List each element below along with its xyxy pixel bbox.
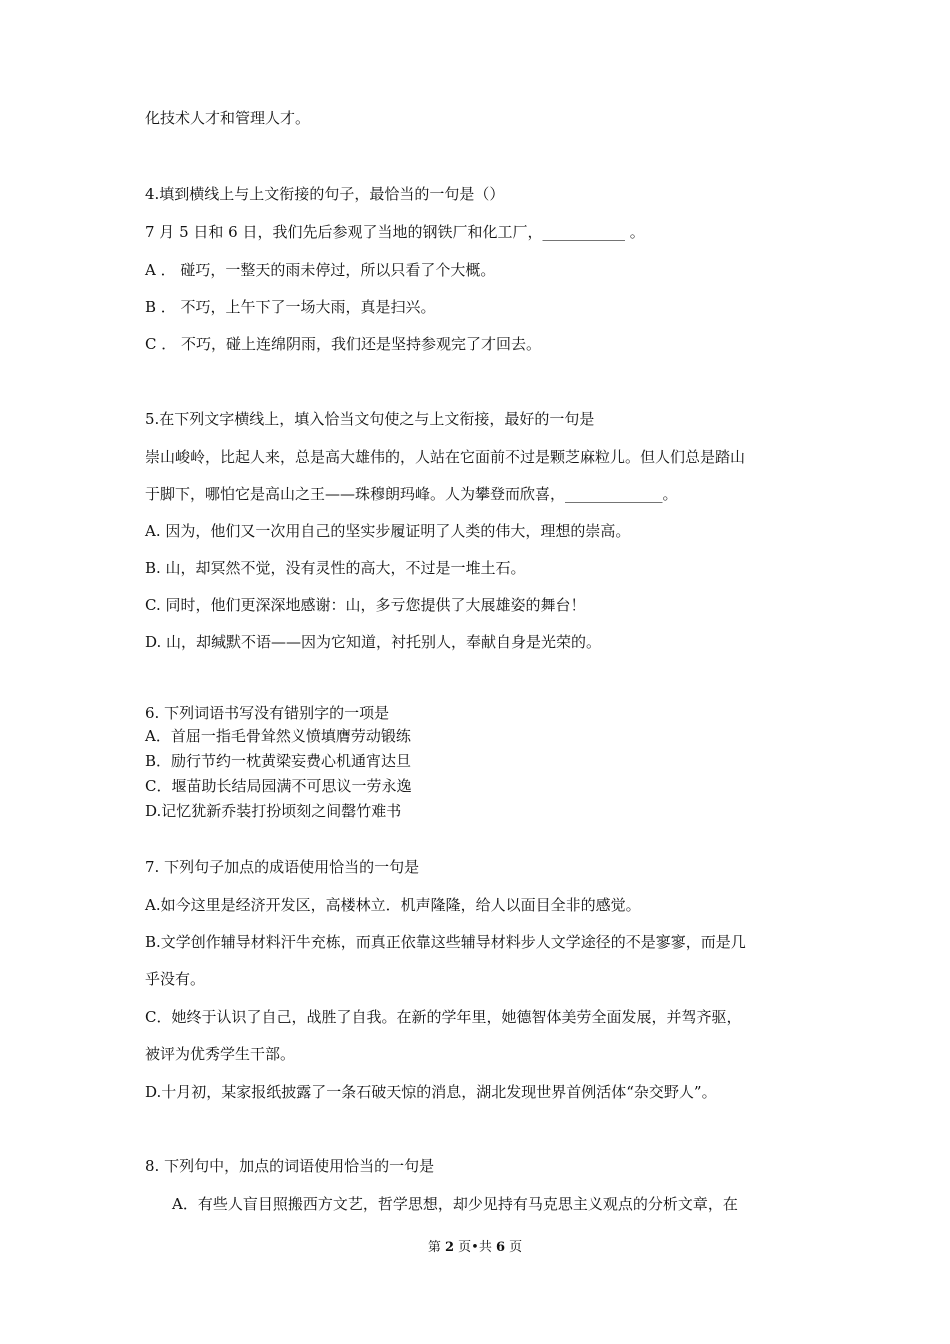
q5-option-b: B. 山，却冥然不觉，没有灵性的高大，不过是一堆土石。 [145,559,526,577]
q5-option-d: D. 山，却缄默不语——因为它知道，衬托别人，奉献自身是光荣的。 [145,633,602,651]
q4-context: 7 月 5 日和 6 日，我们先后参观了当地的钢铁厂和化工厂，___________ 。 [145,223,645,241]
q4-option-c: C ． 不巧，碰上连绵阴雨，我们还是坚持参观完了才回去。 [145,335,542,353]
footer-suffix: 页 [509,1240,523,1255]
q7-option-b-line1: B.文学创作辅导材料汗牛充栋，而真正依靠这些辅导材料步人文学途径的不是寥寥，而是几 [145,933,746,951]
q7-option-c-line1: C．她终于认识了自己，战胜了自我。在新的学年里，她德智体美劳全面发展，并驾齐驱， [145,1008,742,1026]
q8-option-a: A．有些人盲目照搬西方文艺，哲学思想，却少见持有马克思主义观点的分析文章，在 [172,1195,738,1213]
q4-option-a: A ． 碰巧，一整天的雨未停过，所以只看了个大概。 [145,261,496,279]
q5-context-line2: 于脚下，哪怕它是高山之王——珠穆朗玛峰。人为攀登而欣喜，_____________。 [145,485,678,503]
q4-stem: 4.填到横线上与上文衔接的句子，最恰当的一句是（） [145,185,505,203]
footer-total-pages: 6 [495,1240,506,1255]
q7-stem: 7. 下列句子加点的成语使用恰当的一句是 [145,858,420,876]
q4-option-b: B ． 不巧，上午下了一场大雨，真是扫兴。 [145,298,436,316]
q7-option-c-line2: 被评为优秀学生干部。 [145,1045,296,1063]
q5-option-c: C. 同时，他们更深深地感谢：山，多亏您提供了大展雄姿的舞台！ [145,596,586,614]
q5-context-line1: 崇山峻岭，比起人来，总是高大雄伟的，人站在它面前不过是颗芝麻粒儿。但人们总是踏山 [145,448,746,466]
q6-stem: 6. 下列词语书写没有错别字的一项是 [145,704,390,722]
footer-current-page: 2 [444,1240,455,1255]
page-footer [0,1236,950,1255]
q5-stem: 5.在下列文字横线上，填入恰当文句使之与上文衔接，最好的一句是 [145,410,595,428]
q6-option-d: D.记忆犹新乔装打扮顷刻之间罄竹难书 [145,802,402,820]
footer-middle: 页•共 [458,1240,492,1255]
footer-prefix: 第 [427,1240,441,1255]
q6-option-c: C．堰苗助长结局园满不可思议一劳永逸 [145,777,412,795]
intro-tail-text: 化技术人才和管理人才。 [145,109,311,127]
q7-option-a: A.如今这里是经济开发区，高楼林立．机声隆隆，给人以面目全非的感觉。 [145,896,641,914]
q6-option-a: A．首屈一指毛骨耸然义愤填膺劳动锻练 [145,727,411,745]
q6-option-b: B．励行节约一枕黄梁妄费心机通宵达旦 [145,752,412,770]
q5-option-a: A. 因为，他们又一次用自己的坚实步履证明了人类的伟大，理想的崇高。 [145,522,631,540]
q7-option-d: D.十月初，某家报纸披露了一条石破天惊的消息，湖北发现世界首例活体“杂交野人”。 [145,1083,717,1101]
q8-stem: 8. 下列句中，加点的词语使用恰当的一句是 [145,1157,435,1175]
q7-option-b-line2: 乎没有。 [145,970,206,988]
